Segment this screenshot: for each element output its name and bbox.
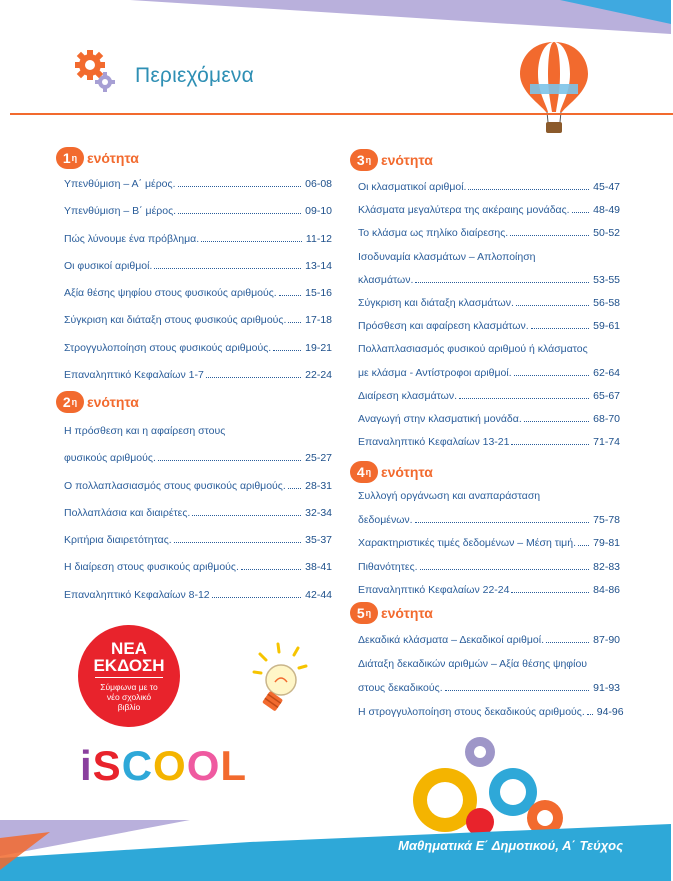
unit-2-heading (56, 390, 332, 414)
toc-entry[interactable]: Αξία θέσης ψηφίου στους φυσικούς αριθμούς. 15-16 (64, 287, 332, 300)
toc-entry[interactable]: Διαίρεση κλασμάτων. 65-67 (358, 389, 620, 402)
unit-5 (358, 601, 620, 625)
toc-entry[interactable]: Η πρόσθεση και η αφαίρεση στους (64, 425, 226, 437)
top-band (0, 0, 671, 40)
unit-label: ενότητα (381, 464, 433, 480)
unit-4 (358, 460, 620, 484)
toc-entry[interactable]: Υπενθύμιση – Β΄ μέρος. 09-10 (64, 205, 332, 218)
unit-label: ενότητα (87, 150, 139, 166)
unit-badge: 1 η (56, 147, 84, 169)
toc-entry[interactable]: στους δεκαδικούς. 91-93 (358, 682, 620, 694)
toc-entry[interactable]: Επαναληπτικό Κεφαλαίων 13-21 71-74 (358, 436, 620, 449)
unit-5-heading (350, 601, 620, 625)
toc-entry[interactable]: Αναγωγή στην κλασματική μονάδα. 68-70 (358, 412, 620, 425)
unit-2 (64, 390, 332, 414)
toc-entry[interactable]: Σύγκριση και διάταξη κλασμάτων. 56-58 (358, 296, 620, 309)
toc-entry[interactable]: Πρόσθεση και αφαίρεση κλασμάτων. 59-61 (358, 320, 620, 333)
new-edition-stamp: ΝΕΑ ΕΚΔΟΣΗ Σύμφωνα με το νέο σχολικό βιβλίο (78, 625, 180, 727)
gears-cluster-icon (405, 730, 585, 830)
toc-entry[interactable]: Συλλογή οργάνωση και αναπαράσταση (358, 490, 541, 502)
toc-entry[interactable]: κλασμάτων. 53-55 (358, 273, 620, 286)
toc-entry[interactable]: Στρογγυλοποίηση στους φυσικούς αριθμούς. 19-21 (64, 341, 332, 354)
unit-3-list (358, 177, 620, 448)
toc-entry[interactable]: Πώς λύνουμε ένα πρόβλημα. 11-12 (64, 232, 332, 245)
toc-entry[interactable]: Πιθανότητες. 82-83 (358, 560, 620, 573)
toc-entry[interactable]: Το κλάσμα ως πηλίκο διαίρεσης. 50-52 (358, 227, 620, 240)
unit-1-heading (56, 146, 332, 170)
unit-3 (358, 148, 620, 172)
footer-title: Μαθηματικά Ε΄ Δημοτικού, Α΄ Τεύχος (398, 838, 623, 853)
unit-4-list (358, 486, 620, 596)
toc-entry[interactable]: Επαναληπτικό Κεφαλαίων 8-12 42-44 (64, 588, 332, 601)
toc-entry[interactable]: Κλάσματα μεγαλύτερα της ακέραιης μονάδας. 48-49 (358, 204, 620, 217)
toc-entry[interactable]: Κριτήρια διαιρετότητας. 35-37 (64, 534, 332, 547)
toc-entry[interactable]: Πολλαπλασιασμός φυσικού αριθμού ή κλάσματος (358, 343, 588, 356)
toc-entry[interactable]: Υπενθύμιση – Α΄ μέρος. 06-08 (64, 178, 332, 190)
unit-label: ενότητα (87, 394, 139, 410)
toc-entry[interactable]: με κλάσμα - Αντίστροφοι αριθμοί. 62-64 (358, 366, 620, 379)
toc-entry[interactable]: δεδομένων. 75-78 (358, 513, 620, 526)
toc-entry[interactable]: Επαναληπτικό Κεφαλαίων 22-24 84-86 (358, 584, 620, 596)
unit-1-list (64, 174, 332, 381)
toc-entry[interactable]: Ο πολλαπλασιασμός στους φυσικούς αριθμούς. 28-31 (64, 479, 332, 492)
unit-4-heading (350, 460, 620, 484)
toc-entry[interactable]: Πολλαπλάσια και διαιρέτες. 32-34 (64, 506, 332, 519)
unit-badge: 3 η (350, 149, 378, 171)
toc-entry[interactable]: Η διαίρεση στους φυσικούς αριθμούς. 38-41 (64, 561, 332, 574)
unit-badge: 4 η (350, 461, 378, 483)
toc-entry[interactable]: Επαναληπτικό Κεφαλαίων 1-7 22-24 (64, 369, 332, 382)
unit-badge: 2 η (56, 391, 84, 413)
toc-entry[interactable]: Οι φυσικοί αριθμοί. 13-14 (64, 259, 332, 272)
unit-3-heading (350, 148, 620, 172)
toc-entry[interactable]: Η στρογγυλοποίηση στους δεκαδικούς αριθμούς. 94-96 (358, 706, 624, 718)
gear-icon (72, 48, 122, 98)
hot-air-balloon-icon (514, 38, 594, 138)
unit-5-list (358, 630, 624, 718)
toc-entry[interactable]: Διάταξη δεκαδικών αριθμών – Αξία θέσης ψηφίου (358, 658, 588, 670)
unit-label: ενότητα (381, 152, 433, 168)
toc-entry[interactable]: Οι κλασματικοί αριθμοί. 45-47 (358, 181, 620, 193)
unit-badge: 5 η (350, 602, 378, 624)
light-bulb-icon (248, 640, 318, 720)
toc-entry[interactable]: φυσικούς αριθμούς. 25-27 (64, 452, 332, 465)
page-title: Περιεχόμενα (135, 64, 254, 87)
unit-label: ενότητα (381, 605, 433, 621)
unit-2-list (64, 421, 332, 601)
unit-1 (64, 146, 332, 170)
toc-entry[interactable]: Ισοδυναμία κλασμάτων – Απλοποίηση (358, 250, 536, 263)
iscool-logo: iSCOOL (80, 742, 248, 789)
header-rule (10, 113, 673, 115)
toc-entry[interactable]: Σύγκριση και διάταξη στους φυσικούς αριθμούς. 17-18 (64, 314, 332, 327)
toc-entry[interactable]: Δεκαδικά κλάσματα – Δεκαδικοί αριθμοί. 87-90 (358, 634, 620, 646)
toc-entry[interactable]: Χαρακτηριστικές τιμές δεδομένων – Μέση τιμή. 79-81 (358, 537, 620, 549)
